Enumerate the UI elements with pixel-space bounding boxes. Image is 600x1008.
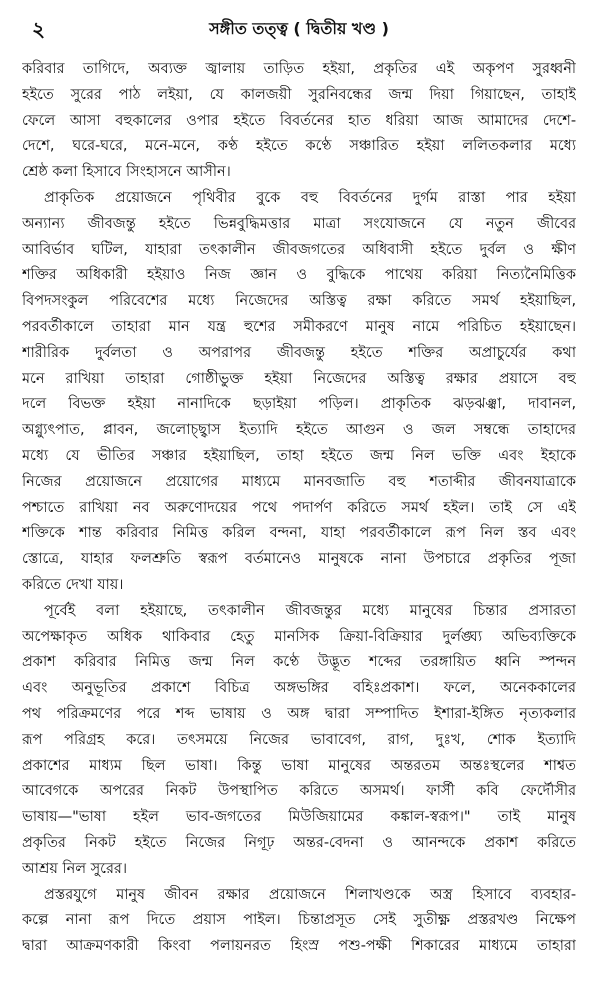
text-line: শক্তিকে শান্ত করিবার নিমিত্ত করিল বন্দনা, যাহা পরবর্তীকালে রূপ নিল স্তব এবং: [22, 524, 576, 542]
text-line: বিপদসংকুল পরিবেশের মধ্যে নিজেদের অস্তিত্ব রক্ষা করিতে সমর্থ হইয়াছিল,: [22, 292, 576, 310]
text-line: পূর্বেই বলা হইয়াছে, তৎকালীন জীবজন্তুর মধ্যে মানুষের চিন্তার প্রসারতা: [44, 601, 576, 619]
page-header: [22, 14, 576, 44]
text-line: স্তোত্রে, যাহার ফলশ্রুতি স্বরূপ বর্তমানেও মানুষকে নানা উপচারে প্রকৃতির পূজা: [22, 550, 576, 568]
text-line: শারীরিক দুর্বলতা ও অপরাপর জীবজন্তু হইতে শক্তির অপ্রাচুর্যের কথা: [22, 343, 576, 361]
text-line: হইতে সুরের পাঠ লইয়া, যে কালজয়ী সুরনিবন্ধের জন্ম দিয়া গিয়াছেন, তাহাই: [22, 85, 576, 103]
text-line: করিবার তাগিদে, অব্যক্ত জ্বালায় তাড়িত হইয়া, প্রকৃতির এই অকৃপণ সুরধ্বনী: [22, 60, 576, 77]
paragraph: [22, 598, 576, 882]
text-line: শ্রেষ্ঠ কলা হিসাবে সিংহাসনে আসীন।: [22, 163, 231, 181]
paragraph: [22, 185, 576, 598]
text-line: দলে বিভক্ত হইয়া নানাদিকে ছড়াইয়া পড়িল। প্রাকৃতিক ঝড়ঝঞ্ঝা, দাবানল,: [22, 395, 576, 413]
text-line: পরবর্তীকালে তাহারা মান যন্ত্র হুশের সমীকরণে মানুষ নামে পরিচিত হইয়াছেন।: [22, 317, 576, 335]
text-line: শক্তির অধিকারী হইয়াও নিজ জ্ঞান ও বুদ্ধিকে পাথেয় করিয়া নিত্যনৈমিত্তিক: [22, 266, 576, 284]
page-number: ২: [32, 17, 46, 41]
text-line: প্রাকৃতিক প্রয়োজনে পৃথিবীর বুকে বহু বিবর্তনের দুর্গম রাস্তা পার হইয়া: [44, 188, 576, 206]
text-line: দেশে, ঘরে-ঘরে, মনে-মনে, কণ্ঠ হইতে কণ্ঠে সঞ্চারিত হইয়া ললিতকলার মধ্যে: [22, 137, 576, 155]
text-line: নিজের প্রয়োজনে প্রয়োগের মাধ্যমে মানবজাতি বহু শতাব্দীর জীবনযাত্রাকে: [22, 472, 576, 490]
text-line: আবেগকে অপরের নিকট উপস্থাপিত করিতে অসমর্থ। ফার্সী কবি ফের্দৌসীর: [22, 782, 576, 800]
text-line: প্রস্তরযুগে মানুষ জীবন রক্ষার প্রয়োজনে শিলাখণ্ডকে অস্ত্র হিসাবে ব্যবহার-: [44, 885, 576, 903]
text-line: ভাষায়—"ভাষা হইল ভাব-জগতের মিউজিয়ামের কঙ্কাল-স্বরূপ।" তাই মানুষ: [22, 808, 576, 826]
paragraph: [22, 56, 576, 185]
text-line: অগ্ন্যুৎপাত, প্লাবন, জলোচ্ছ্বাস ইত্যাদি হইতে আগুন ও জল সম্বন্ধে তাহাদের: [22, 421, 576, 439]
text-line: মধ্যে যে ভীতির সঞ্চার হইয়াছিল, তাহা হইতে জন্ম নিল ভক্তি এবং ইহাকে: [22, 446, 576, 464]
running-title: সঙ্গীত তত্ত্ব ( দ্বিতীয় খণ্ড ): [209, 19, 389, 38]
text-line: ফেলে আসা বহুকালের ওপার হইতে বিবর্তনের হাত ধরিয়া আজ আমাদের দেশে-: [22, 111, 576, 129]
body-text: [22, 56, 576, 959]
text-line: রূপ পরিগ্রহ করে। তৎসময়ে নিজের ভাবাবেগ, রাগ, দুঃখ, শোক ইত্যাদি: [22, 730, 576, 748]
text-line: পথ পরিক্রমণের পরে শব্দ ভাষায় ও অঙ্গ দ্বারা সম্পাদিত ইশারা-ইঙ্গিত নৃত্যকলার: [22, 704, 576, 722]
text-line: অপেক্ষাকৃত অধিক থাকিবার হেতু মানসিক ক্রিয়া-বিক্রিয়ার দুর্লঙ্ঘ্য অভিব্যক্তিকে: [22, 627, 576, 645]
text-line: প্রকাশ করিবার নিমিত্ত জন্ম নিল কণ্ঠে উদ্ভূত শব্দের তরঙ্গায়িত ধ্বনি স্পন্দন: [22, 653, 576, 671]
text-line: কল্পে নানা রূপ দিতে প্রয়াস পাইল। চিন্তাপ্রসূত সেই সুতীক্ষ্ণ প্রস্তরখণ্ড নিক্ষেপ: [22, 911, 576, 929]
text-line: প্রকাশের মাধ্যম ছিল ভাষা। কিন্তু ভাষা মানুষের অন্তরতম অন্তঃস্থলের শাশ্বত: [22, 756, 576, 774]
text-line: পশ্চাতে রাখিয়া নব অরুণোদয়ের পথে পদার্পণ করিতে সমর্থ হইল। তাই সে এই: [22, 498, 576, 516]
text-line: দ্বারা আক্রমণকারী কিংবা পলায়নরত হিংস্র পশু-পক্ষী শিকারের মাধ্যমে তাহারা: [22, 937, 576, 955]
text-line: অন্যান্য জীবজন্তু হইতে ভিন্নবুদ্ধিমত্তার মাত্রা সংযোজনে যে নতুন জীবের: [22, 214, 576, 232]
text-line: এবং অনুভূতির প্রকাশে বিচিত্র অঙ্গভঙ্গির বহিঃপ্রকাশ। ফলে, অনেককালের: [22, 679, 576, 697]
text-line: আশ্রয় নিল সুরের।: [22, 859, 127, 877]
text-line: করিতে দেখা যায়।: [22, 575, 124, 593]
text-line: মনে রাখিয়া তাহারা গোষ্ঠীভুক্ত হইয়া নিজেদের অস্তিত্ব রক্ষার প্রয়াসে বহু: [22, 369, 576, 387]
paragraph: [22, 882, 576, 959]
text-line: আবির্ভাব ঘটিল, যাহারা তৎকালীন জীবজগতের অধিবাসী হইতে দুর্বল ও ক্ষীণ: [22, 240, 576, 258]
text-line: প্রকৃতির নিকট হইতে নিজের নিগূঢ় অন্তর-বেদনা ও আনন্দকে প্রকাশ করিতে: [22, 833, 576, 851]
